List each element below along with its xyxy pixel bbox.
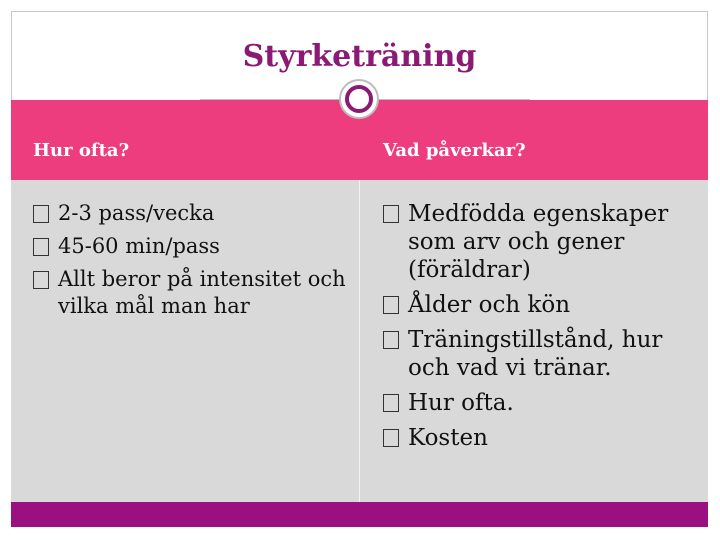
square-bullet-icon (383, 296, 399, 314)
bullet-text: 2-3 pass/vecka (58, 201, 215, 225)
square-bullet-icon (33, 238, 49, 256)
square-bullet-icon (383, 394, 399, 412)
bullet-text: Allt beror på intensitet och vilka mål man har (58, 267, 346, 318)
right-column-heading: Vad påverkar? (383, 140, 526, 161)
list-item (33, 266, 353, 320)
circle-ornament-icon (339, 79, 379, 119)
list-item (383, 326, 703, 382)
bullet-text: Kosten (408, 425, 488, 451)
right-bullet-list (383, 200, 703, 459)
left-bullet-list (33, 200, 353, 326)
list-item (383, 389, 703, 417)
bullet-text: 45-60 min/pass (58, 234, 220, 258)
list-item (383, 200, 703, 284)
square-bullet-icon (33, 271, 49, 289)
square-bullet-icon (33, 205, 49, 223)
column-divider (359, 180, 360, 502)
left-column-heading: Hur ofta? (33, 140, 130, 161)
bullet-text: Hur ofta. (408, 390, 514, 416)
bullet-text: Medfödda egenskaper som arv och gener (föräldrar) (408, 201, 669, 283)
footer-band (11, 502, 708, 527)
list-item (33, 233, 353, 260)
list-item (383, 424, 703, 452)
list-item (33, 200, 353, 227)
bullet-text: Ålder och kön (408, 292, 571, 318)
bullet-text: Träningstillstånd, hur och vad vi tränar. (408, 327, 663, 381)
list-item (383, 291, 703, 319)
slide-title: Styrketräning (242, 39, 477, 74)
square-bullet-icon (383, 429, 399, 447)
square-bullet-icon (383, 331, 399, 349)
square-bullet-icon (383, 205, 399, 223)
